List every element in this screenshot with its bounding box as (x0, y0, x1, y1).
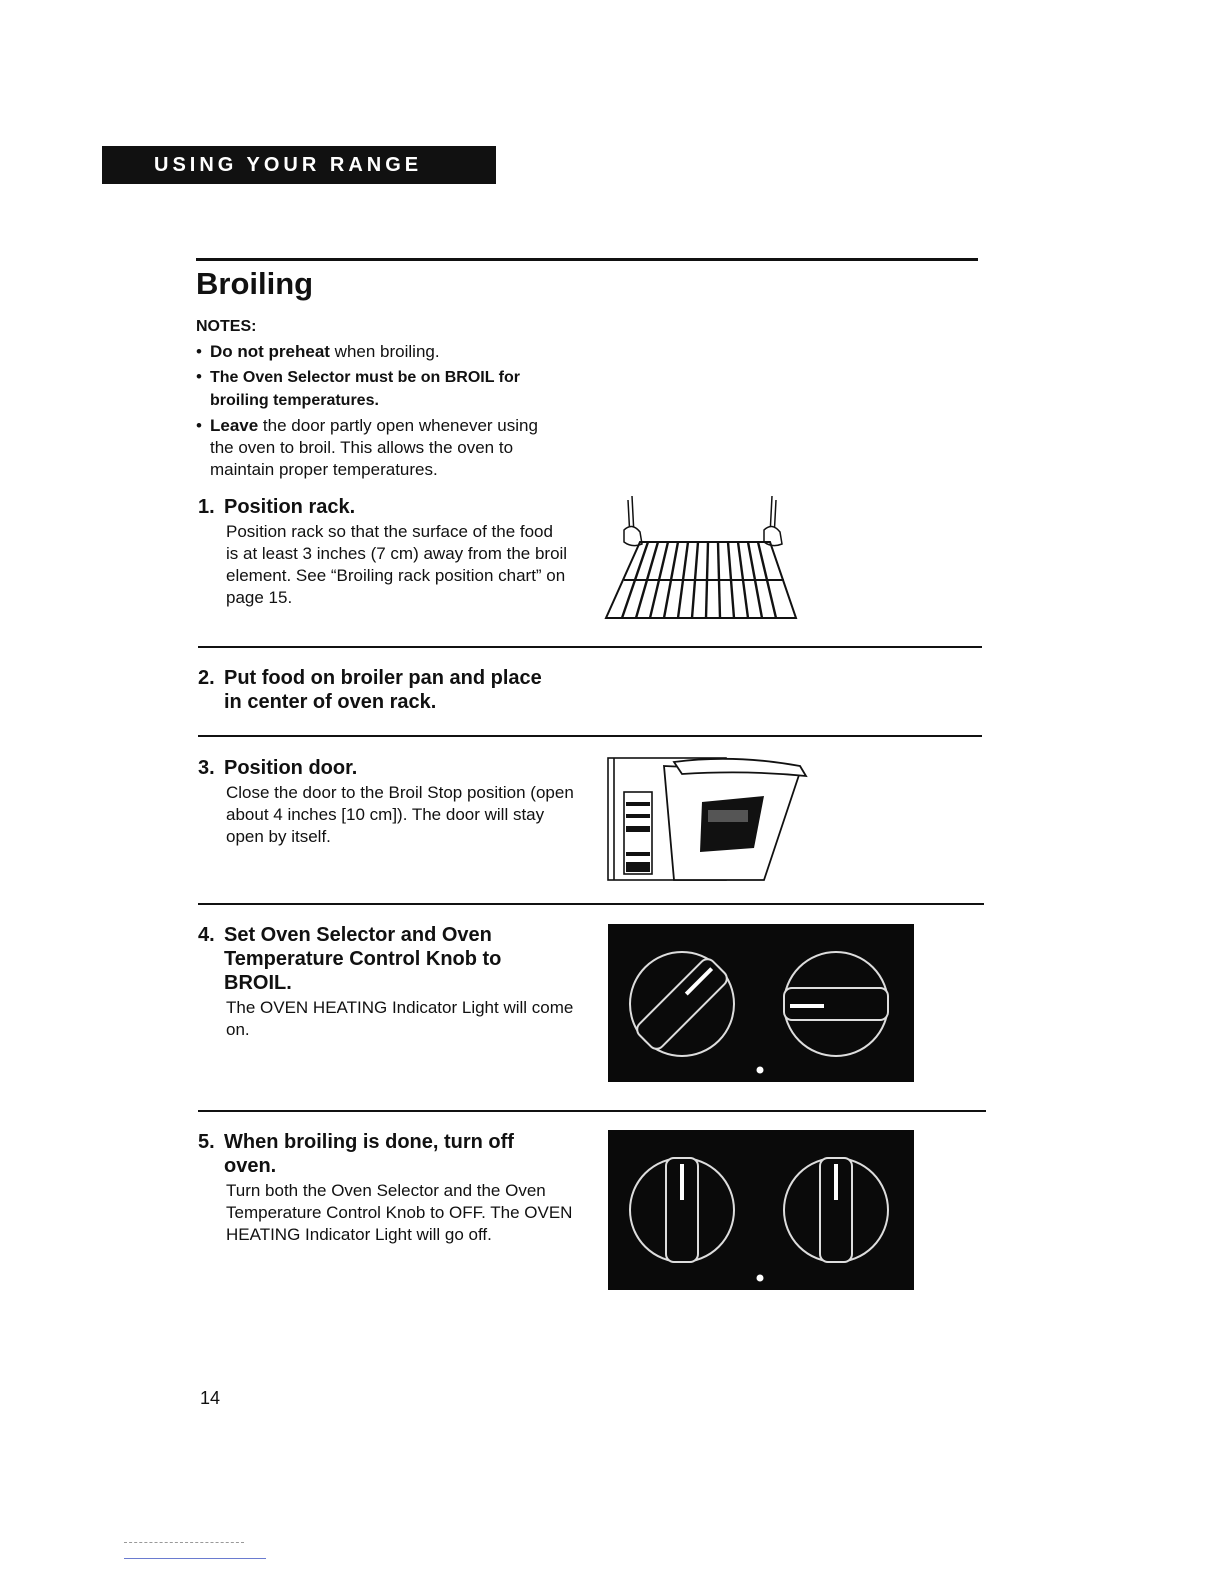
footer-line (124, 1558, 266, 1559)
step-3 (198, 756, 578, 848)
oven-door-illustration (604, 752, 818, 882)
step-5 (198, 1130, 578, 1246)
step-text: Position rack so that the surface of the food is at least 3 inches (7 cm) away from the broil element. See “Broiling rack position chart” on page 15. (226, 522, 568, 607)
control-knobs-off-illustration (608, 1130, 914, 1290)
step-number: 4. (198, 924, 215, 946)
note-text: the door partly open whenever using the oven to broil. This allows the oven to maintain proper temperatures. (210, 416, 538, 479)
step-text: Close the door to the Broil Stop position (open about 4 inches [10 cm]). The door will stay open by itself. (226, 783, 574, 846)
divider (198, 646, 982, 648)
page-number: 14 (200, 1388, 221, 1408)
step-text: The OVEN HEATING Indicator Light will come on. (226, 998, 574, 1039)
step-2 (198, 666, 578, 714)
step-number: 2. (198, 667, 215, 689)
step-title: Position rack. (224, 496, 356, 518)
note-bold-text: Do not preheat (210, 342, 330, 361)
step-1 (198, 495, 568, 609)
step-4 (198, 923, 578, 1041)
note-text: when broiling. (329, 342, 440, 361)
step-number: 5. (198, 1131, 215, 1153)
note-item (196, 366, 566, 412)
step-title: When broiling is done, turn off oven. (224, 1131, 514, 1177)
control-knobs-broil-illustration (608, 924, 914, 1082)
oven-rack-illustration (600, 490, 810, 625)
section-banner: USING YOUR RANGE (102, 146, 496, 184)
note-item (196, 415, 566, 481)
notes-list (196, 341, 566, 484)
step-number: 1. (198, 496, 215, 518)
note-item (196, 341, 566, 363)
step-title: Put food on broiler pan and place in center of oven rack. (224, 667, 542, 713)
step-title: Set Oven Selector and Oven Temperature Control Knob to BROIL. (224, 924, 502, 994)
step-text: Turn both the Oven Selector and the Oven Temperature Control Knob to OFF. The OVEN HEATING Indicator Light will go off. (226, 1181, 573, 1244)
divider (198, 1110, 986, 1112)
page-title: Broiling (196, 266, 314, 301)
step-title: Position door. (224, 757, 358, 779)
note-bold-text: Leave (210, 416, 259, 435)
scan-artifact (124, 1542, 244, 1544)
divider (198, 903, 984, 905)
note-bold-text: The Oven Selector must be on BROIL for broiling temperatures. (210, 369, 520, 409)
divider (198, 735, 982, 737)
title-rule (196, 258, 978, 261)
step-number: 3. (198, 757, 215, 779)
notes-heading: NOTES: (196, 318, 257, 335)
